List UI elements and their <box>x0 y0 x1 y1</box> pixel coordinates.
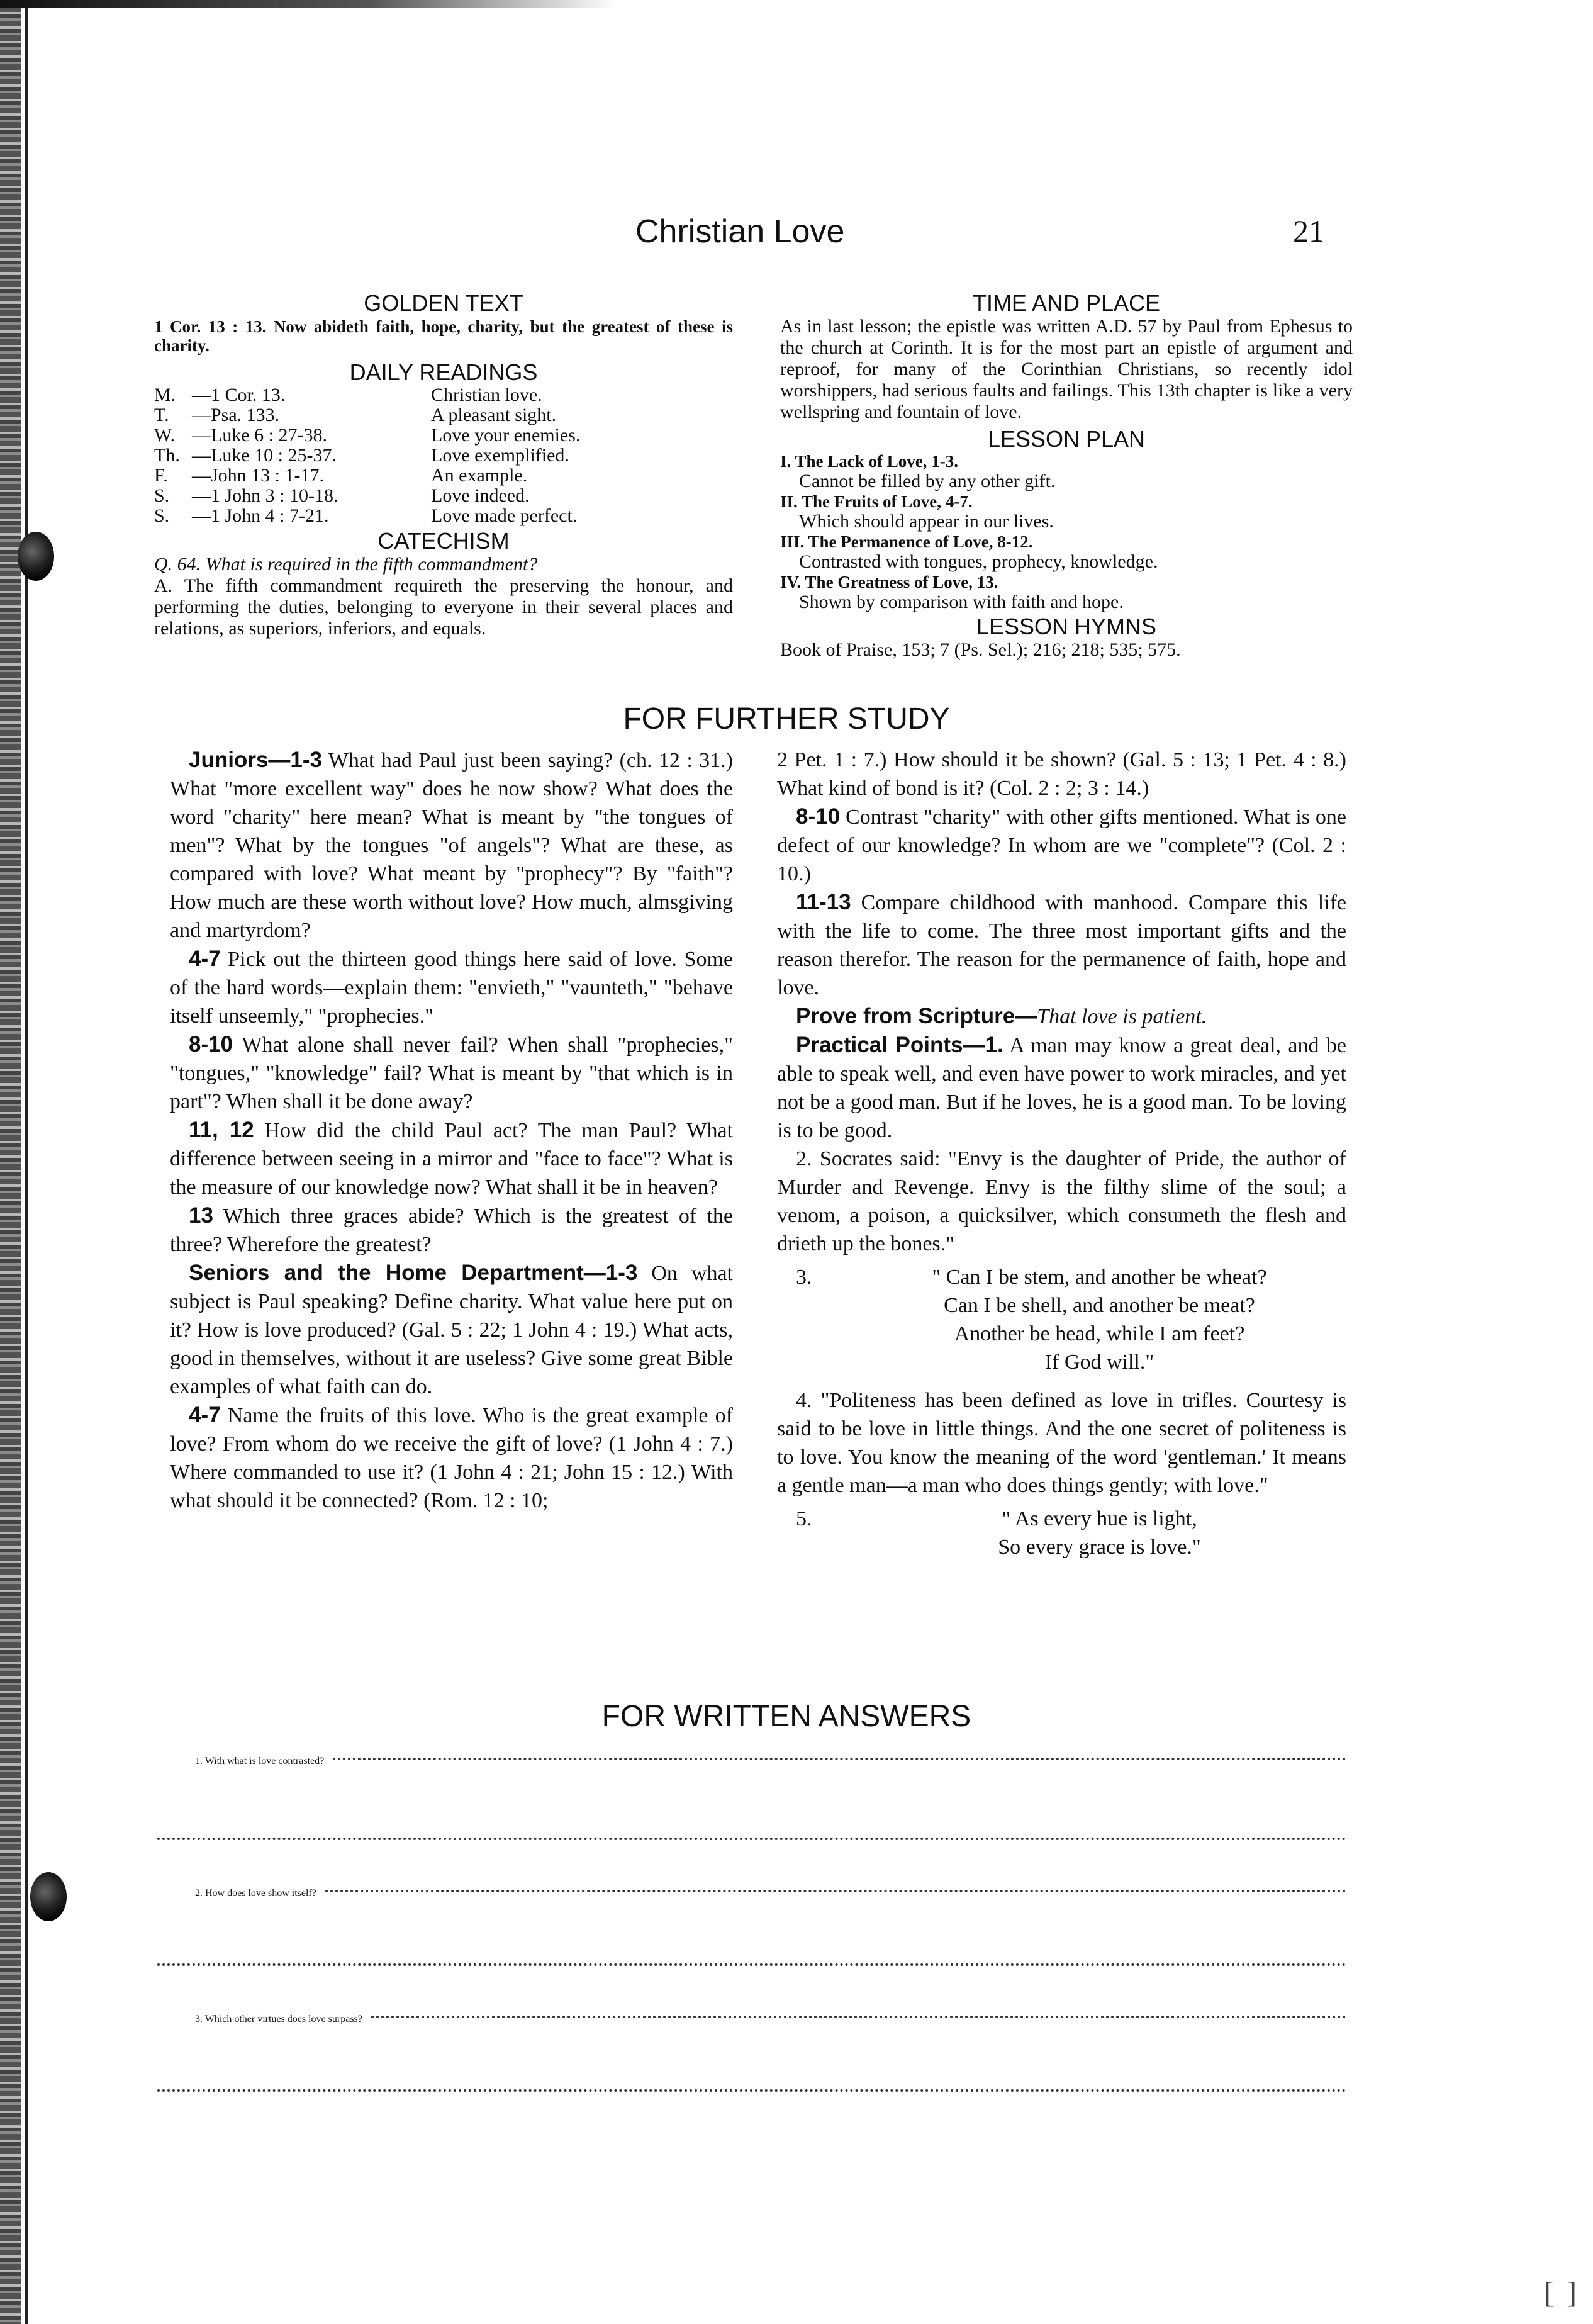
answer-line-1b[interactable] <box>157 1838 1346 1840</box>
poem-line: Another be head, while I am feet? <box>954 1322 1245 1345</box>
lesson-hymns-heading: LESSON HYMNS <box>976 614 1157 639</box>
poem-number: 3. <box>796 1266 812 1289</box>
binding-rule <box>25 0 28 2324</box>
reading-ref: —Luke 6 : 27-38. <box>192 425 327 446</box>
catechism-answer: A. The fifth commandment requireth the preserving the honour, and performing the duties, belonging to everyone in their several places and relations, as superiors, inferiors, and equals. <box>154 575 733 639</box>
corner-mark: [ ] <box>1544 2276 1579 2310</box>
reading-title: An example. <box>431 465 528 486</box>
prove-paragraph <box>777 1002 1346 1031</box>
answer-line-2b[interactable] <box>157 1963 1346 1966</box>
lesson-plan-item-desc: Which should appear in our lives. <box>799 511 1054 532</box>
study-text: Which three graces abide? Which is the greatest of the three? Wherefore the greatest? <box>170 1204 733 1256</box>
right-top-column <box>780 291 1353 661</box>
lesson-plan-item-desc: Shown by comparison with faith and hope. <box>799 592 1124 612</box>
prove-text: That love is patient. <box>1037 1005 1207 1028</box>
practical-paragraph-4: 4. "Politeness has been defined as love in trifles. Courtesy is said to be love in little things. And the one secret of politeness is to love. You know the meaning of the word 'gentleman.' It means a gentle man—a man who does things gently; with love." <box>777 1389 1346 1497</box>
punch-hole-bottom <box>30 1872 67 1921</box>
study-label: Seniors and the Home Department—1-3 <box>189 1260 638 1285</box>
lesson-plan-item-title: IV. The Greatness of Love, 13. <box>780 573 998 592</box>
study-label: 8-10 <box>189 1032 233 1057</box>
study-text: Contrast "charity" with other gifts mentioned. What is one defect of our knowledge? In whom are we "complete"? (Col. 2 : 10.) <box>777 806 1346 885</box>
study-text: On what subject is Paul speaking? Define charity. What value here put on it? How is love produced? (Gal. 5 : 22; 1 John 4 : 19.) What acts, good in themselves, without it are useless? Give some great Bible examples of what faith can do. <box>170 1262 733 1398</box>
practical-text-1: A man may know a great deal, and be able to speak well, and even have power to work miracles, and yet not be a good man. But if he loves, he is a good man. To be loving is to be good. <box>777 1034 1346 1142</box>
lesson-plan-item-desc: Contrasted with tongues, prophecy, knowledge. <box>799 551 1158 572</box>
further-study-heading: FOR FURTHER STUDY <box>623 702 950 736</box>
prove-label: Prove from Scripture— <box>796 1004 1037 1028</box>
study-paragraph <box>170 1116 733 1201</box>
lesson-plan-heading: LESSON PLAN <box>987 426 1146 452</box>
reading-ref: —John 13 : 1-17. <box>192 465 324 486</box>
left-top-column <box>154 291 733 639</box>
catechism-question: Q. 64. What is required in the fifth commandment? <box>154 554 538 575</box>
poem-line: " As every hue is light, <box>1002 1507 1197 1530</box>
answer-row-3 <box>195 2014 1346 2025</box>
study-continuation: 2 Pet. 1 : 7.) How should it be shown? (Gal. 5 : 13; 1 Pet. 4 : 8.) What kind of bond is it? (Col. 2 : 2; 3 : 14.) <box>777 748 1346 800</box>
answer-field-1[interactable] <box>333 1758 1346 1760</box>
reading-ref: —1 John 3 : 10-18. <box>192 485 338 506</box>
answer-field-2[interactable] <box>325 1890 1346 1892</box>
answer-field-3[interactable] <box>371 2016 1346 2018</box>
golden-text-heading: GOLDEN TEXT <box>364 290 523 316</box>
reading-day: Th. <box>154 445 180 466</box>
study-label: Juniors—1-3 <box>189 748 322 772</box>
reading-title: Love made perfect. <box>431 505 578 526</box>
written-answers-heading: FOR WRITTEN ANSWERS <box>601 1700 971 1733</box>
study-paragraph <box>170 1201 733 1259</box>
study-paragraph <box>777 802 1346 888</box>
practical-paragraph-2: 2. Socrates said: "Envy is the daughter of Pride, the author of Murder and Revenge. Envy is the filthy slime of the soul; a venom, a poison, a quicksilver, which consumeth the flesh and drieth up the bones." <box>777 1147 1346 1255</box>
question-2: 2. How does love show itself? <box>195 1888 316 1899</box>
answer-line-3b[interactable] <box>157 2089 1346 2092</box>
practical-label: Practical Points—1. <box>796 1033 1003 1057</box>
lesson-plan-item-desc: Cannot be filled by any other gift. <box>799 471 1056 491</box>
poem-line: Can I be shell, and another be meat? <box>944 1294 1255 1317</box>
reading-title: Love indeed. <box>431 485 530 506</box>
study-label: 11, 12 <box>189 1118 254 1142</box>
reading-ref: —Psa. 133. <box>192 405 280 425</box>
further-study-right-column <box>777 746 1346 1561</box>
question-1: 1. With what is love contrasted? <box>195 1756 325 1766</box>
punch-hole-top <box>18 532 54 581</box>
study-label: 13 <box>189 1203 213 1228</box>
answer-row-2 <box>195 1888 1346 1899</box>
study-paragraph <box>170 1030 733 1116</box>
reading-day: T. <box>154 405 169 425</box>
practical-poem-3 <box>777 1263 1346 1376</box>
answer-row-1 <box>195 1756 1346 1767</box>
study-label: 11-13 <box>796 890 851 914</box>
daily-readings-heading: DAILY READINGS <box>349 359 538 385</box>
daily-readings-list <box>154 385 733 526</box>
golden-text-body: 1 Cor. 13 : 13. Now abideth faith, hope, charity, but the greatest of these is charity. <box>154 317 733 355</box>
reading-title: Love exemplified. <box>431 445 569 466</box>
top-edge-shadow <box>0 0 617 8</box>
study-text: Pick out the thirteen good things here said of love. Some of the hard words—explain them: "envieth," "vaunteth," "behave itself unseemly," "prophecies." <box>170 948 733 1028</box>
catechism-heading: CATECHISM <box>377 528 510 554</box>
reading-title: A pleasant sight. <box>431 405 557 425</box>
poem-line: If God will." <box>1044 1350 1154 1374</box>
study-paragraph <box>170 746 733 945</box>
question-3: 3. Which other virtues does love surpass? <box>195 2014 362 2024</box>
reading-ref: —Luke 10 : 25-37. <box>192 445 337 466</box>
study-paragraph <box>777 888 1346 1002</box>
reading-title: Christian love. <box>431 385 542 405</box>
study-label: 4-7 <box>189 1403 221 1427</box>
poem-line: " Can I be stem, and another be wheat? <box>932 1266 1267 1289</box>
lesson-plan-item-title: III. The Permanence of Love, 8-12. <box>780 532 1033 551</box>
page-number: 21 <box>1293 213 1324 249</box>
reading-day: W. <box>154 425 176 446</box>
study-paragraph <box>170 1259 733 1401</box>
lesson-plan-item-title: II. The Fruits of Love, 4-7. <box>780 492 973 511</box>
poem-line: So every grace is love." <box>998 1535 1201 1559</box>
reading-day: S. <box>154 505 170 526</box>
reading-day: F. <box>154 465 168 486</box>
reading-day: S. <box>154 485 170 506</box>
further-study-left-column <box>170 746 733 1515</box>
lesson-hymns-body: Book of Praise, 153; 7 (Ps. Sel.); 216; 218; 535; 575. <box>780 639 1181 660</box>
practical-poem-5 <box>777 1505 1346 1561</box>
study-text: What had Paul just been saying? (ch. 12 : 31.) What "more excellent way" does he now show? What does the word "charity" here mean? What is meant by "the tongues of men"? What by the tongues "of angels"? What are these, as compared with love? What meant by "prophecy"? By "faith"? How much are these worth without love? How much, almsgiving and martyrdom? <box>170 749 733 942</box>
study-label: 8-10 <box>796 804 841 829</box>
poem-number: 5. <box>796 1507 812 1530</box>
practical-paragraph-1 <box>777 1031 1346 1145</box>
study-paragraph <box>170 945 733 1030</box>
binding-edge <box>0 0 21 2324</box>
page-title: Christian Love <box>635 213 845 250</box>
study-paragraph <box>170 1401 733 1515</box>
study-label: 4-7 <box>189 946 221 971</box>
study-text: Compare childhood with manhood. Compare this life with the life to come. The three most important gifts and the reason therefor. The reason for the permanence of faith, hope and love. <box>777 891 1346 999</box>
study-text: What alone shall never fail? When shall "prophecies," "tongues," "knowledge" fail? What is meant by "that which is in part"? When shall it be done away? <box>170 1033 733 1113</box>
lesson-plan-item-title: I. The Lack of Love, 1-3. <box>780 452 959 471</box>
reading-title: Love your enemies. <box>431 425 581 446</box>
study-text: How did the child Paul act? The man Paul? What difference between seeing in a mirror and "face to face"? What is the measure of our knowledge now? What shall it be in heaven? <box>170 1119 733 1199</box>
study-text: Name the fruits of this love. Who is the great example of love? From whom do we receive the gift of love? (1 John 4 : 7.) Where commanded to use it? (1 John 4 : 21; John 15 : 12.) With what should it be connected? (Rom. 12 : 10; <box>170 1404 733 1512</box>
time-place-heading: TIME AND PLACE <box>972 290 1161 316</box>
time-place-body: As in last lesson; the epistle was written A.D. 57 by Paul from Ephesus to the church at Corinth. It is for the most part an epistle of argument and reproof, for many of the Corinthian Christians, so recently idol worshippers, had serious faults and failings. This 13th chapter is like a very wellspring and fountain of love. <box>780 316 1353 422</box>
reading-ref: —1 John 4 : 7-21. <box>192 505 329 526</box>
lesson-plan-list <box>780 452 1353 613</box>
reading-ref: —1 Cor. 13. <box>192 385 286 405</box>
reading-day: M. <box>154 385 176 405</box>
